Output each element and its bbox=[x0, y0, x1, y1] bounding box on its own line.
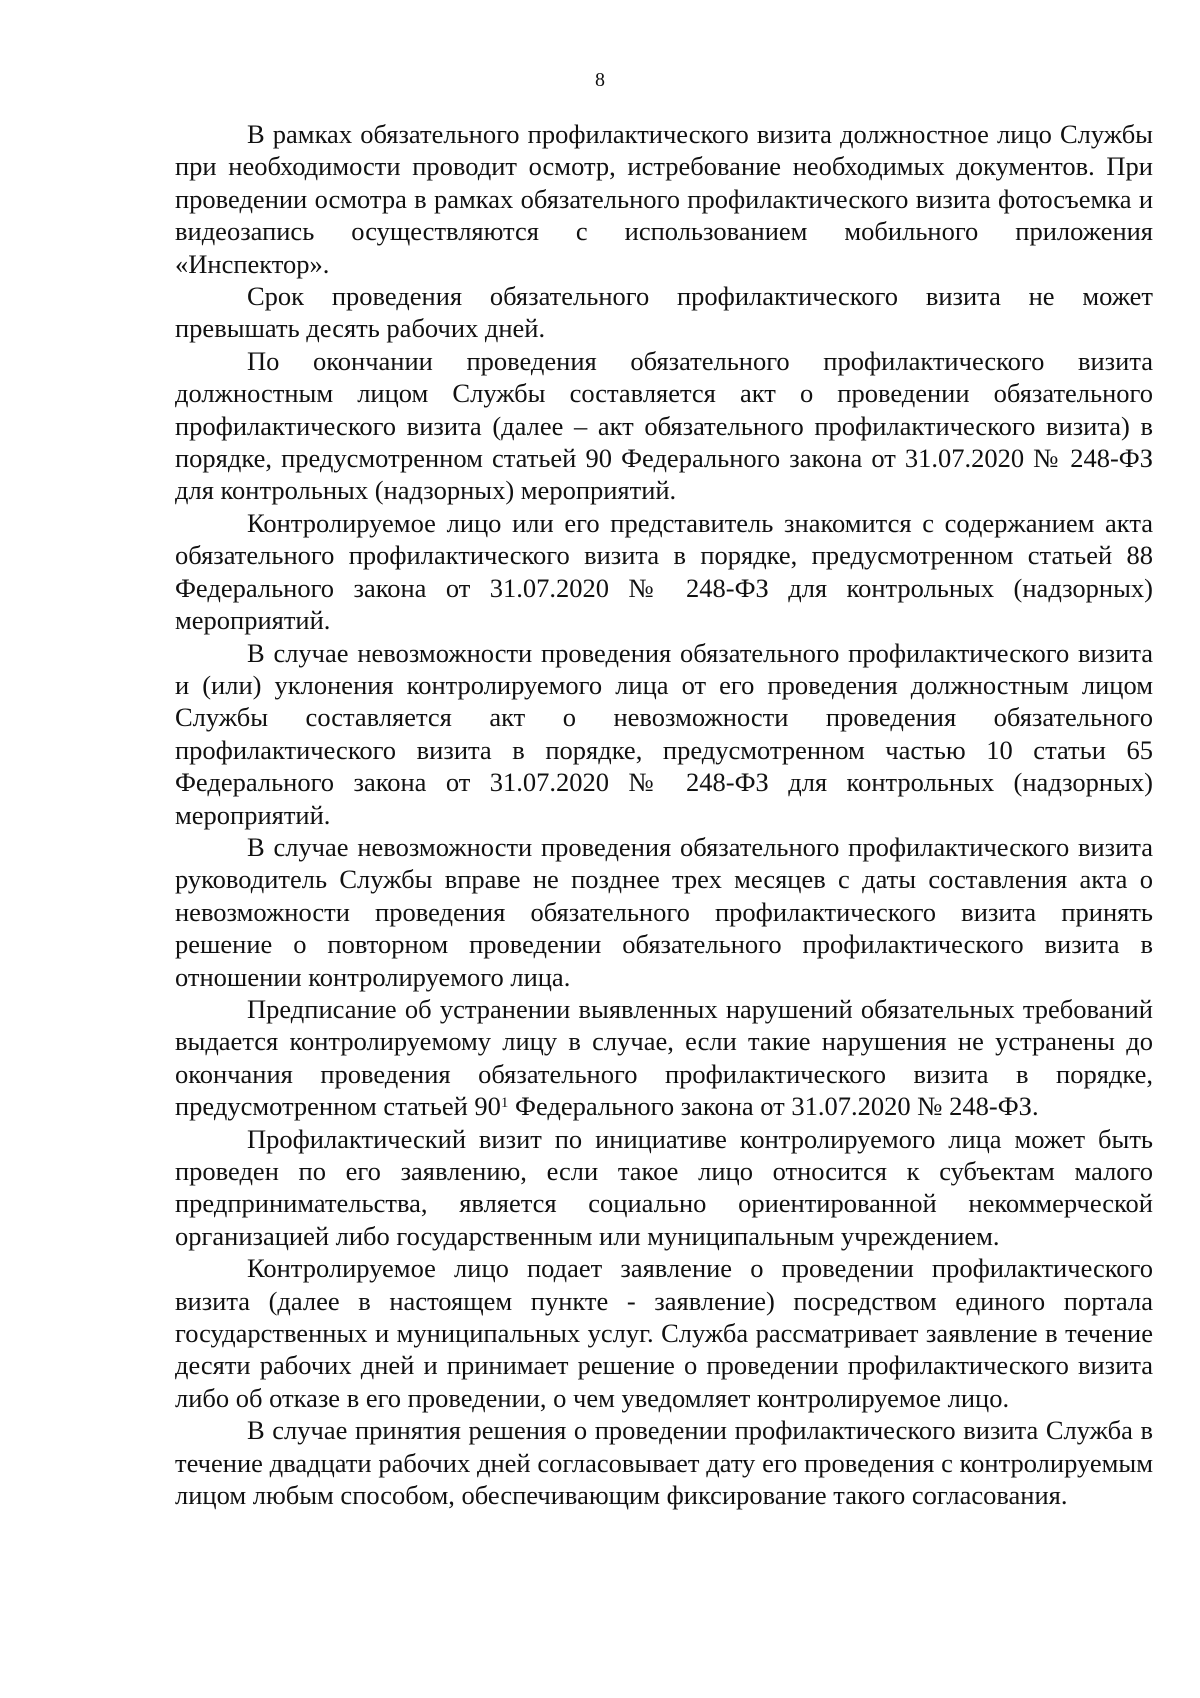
article-superscript: 1 bbox=[500, 1094, 509, 1111]
prescription-text-end: Федерального закона от 31.07.2020 № 248-ФЗ. bbox=[508, 1091, 1039, 1122]
document-body bbox=[175, 118, 1153, 1511]
paragraph-impossibility-act: В случае невозможности проведения обязательного профилактического визита и (или) уклонения контролируемого лица от его проведения должностным лицом Службы составляется акт о невозможности проведения обязательного профилактического визита в порядке, предусмотренном частью 10 статьи 65 Федерального закона от 31.07.2020 № 248-ФЗ для контрольных (надзорных) мероприятий. bbox=[175, 637, 1153, 830]
paragraph-act-familiarization: Контролируемое лицо или его представитель знакомится с содержанием акта обязательного профилактического визита в порядке, предусмотренном статьей 88 Федерального закона от 31.07.2020 № 248-ФЗ для контрольных (надзорных) мероприятий. bbox=[175, 507, 1153, 636]
paragraph-visit-duration: Срок проведения обязательного профилактического визита не может превышать десять рабочих дней. bbox=[175, 281, 1153, 344]
prescription-text: Предписание об устранении выявленных нарушений обязательных требований выдается контролируемому лицу в случае, если такие нарушения не устранены до окончания проведения обязательного профилактического визита в порядке, предусмотренном статьей 90 bbox=[175, 993, 1153, 1122]
paragraph-visit-act: По окончании проведения обязательного профилактического визита должностным лицом Службы составляется акт о проведении обязательного профилактического визита (далее – акт обязательного профилактического визита) в порядке, предусмотренном статьей 90 Федерального закона от 31.07.2020 № 248-ФЗ для контрольных (надзорных) мероприятий. bbox=[175, 345, 1153, 506]
paragraph-application: Контролируемое лицо подает заявление о проведении профилактического визита (далее в настоящем пункте - заявление) посредством единого портала государственных и муниципальных услуг. Служба рассматривает заявление в течение десяти рабочих дней и принимает решение о проведении профилактического визита либо об отказе в его проведении, о чем уведомляет контролируемое лицо. bbox=[175, 1253, 1153, 1413]
paragraph-repeat-visit: В случае невозможности проведения обязательного профилактического визита руководитель Службы вправе не позднее трех месяцев с даты составления акта о невозможности проведения обязательного профилактического визита принять решение о повторном проведении обязательного профилактического визита в отношении контролируемого лица. bbox=[175, 831, 1153, 992]
paragraph-initiative-visit: Профилактический визит по инициативе контролируемого лица может быть проведен по его заявлению, если такое лицо относится к субъектам малого предпринимательства, является социально ориентированной некоммерческой организацией либо государственным или муниципальным учреждением. bbox=[175, 1123, 1153, 1251]
page-number: 8 bbox=[595, 69, 605, 91]
paragraph-prescription bbox=[175, 993, 1153, 1123]
paragraph-date-agreement: В случае принятия решения о проведении профилактического визита Служба в течение двадцати рабочих дней согласовывает дату его проведения с контролируемым лицом любым способом, обеспечивающим фиксирование такого согласования. bbox=[175, 1415, 1153, 1511]
paragraph-inspection: В рамках обязательного профилактического визита должностное лицо Службы при необходимости проводит осмотр, истребование необходимых документов. При проведении осмотра в рамках обязательного профилактического визита фотосъемка и видеозапись осуществляются с использованием мобильного приложения «Инспектор». bbox=[175, 119, 1153, 279]
